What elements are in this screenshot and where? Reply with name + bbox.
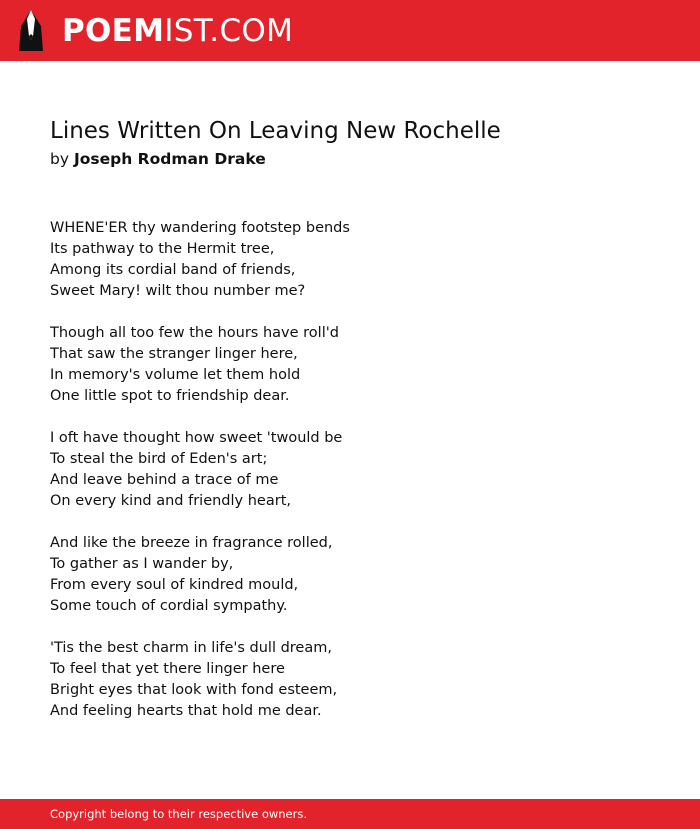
poem-line: I oft have thought how sweet 'twould be [50,430,343,446]
poem-line: And feeling hearts that hold me dear. [50,703,322,719]
poem-line: And leave behind a trace of me [50,472,279,488]
poem-author: Joseph Rodman Drake [73,150,266,168]
poem-line: On every kind and friendly heart, [50,493,291,509]
poem-line: One little spot to friendship dear. [50,388,290,404]
stanza [50,533,650,617]
poem-line: To steal the bird of Eden's art; [50,451,268,467]
poem-line: Though all too few the hours have roll'd [50,325,339,341]
site-header [0,0,700,61]
stanza [50,428,650,512]
poem-line: 'Tis the best charm in life's dull dream, [50,640,332,656]
stanza [50,638,650,722]
poem-body [50,218,650,743]
pencil-nib-icon[interactable] [18,10,44,51]
poem-line: WHENE'ER thy wandering footstep bends [50,220,350,236]
by-label: by [50,150,70,168]
stanza [50,323,650,407]
poem-line: Some touch of cordial sympathy. [50,598,288,614]
poem-line: Bright eyes that look with fond esteem, [50,682,338,698]
brand-light-text: IST.COM [164,13,294,49]
poem-line: To feel that yet there linger here [50,661,285,677]
site-footer [0,799,700,829]
poem-line: Sweet Mary! wilt thou number me? [50,283,306,299]
poem-line: Among its cordial band of friends, [50,262,296,278]
poem-line: Its pathway to the Hermit tree, [50,241,275,257]
brand-bold-text: POEM [62,13,165,49]
poem-title: Lines Written On Leaving New Rochelle [50,118,501,144]
poem-line: That saw the stranger linger here, [50,346,298,362]
site-logo-text[interactable] [62,11,293,51]
byline [50,148,266,170]
poem-line: And like the breeze in fragrance rolled, [50,535,333,551]
poem-line: In memory's volume let them hold [50,367,301,383]
poem-line: From every soul of kindred mould, [50,577,299,593]
stanza [50,218,650,302]
copyright-notice: Copyright belong to their respective owners. [50,807,308,821]
poem-line: To gather as I wander by, [50,556,234,572]
